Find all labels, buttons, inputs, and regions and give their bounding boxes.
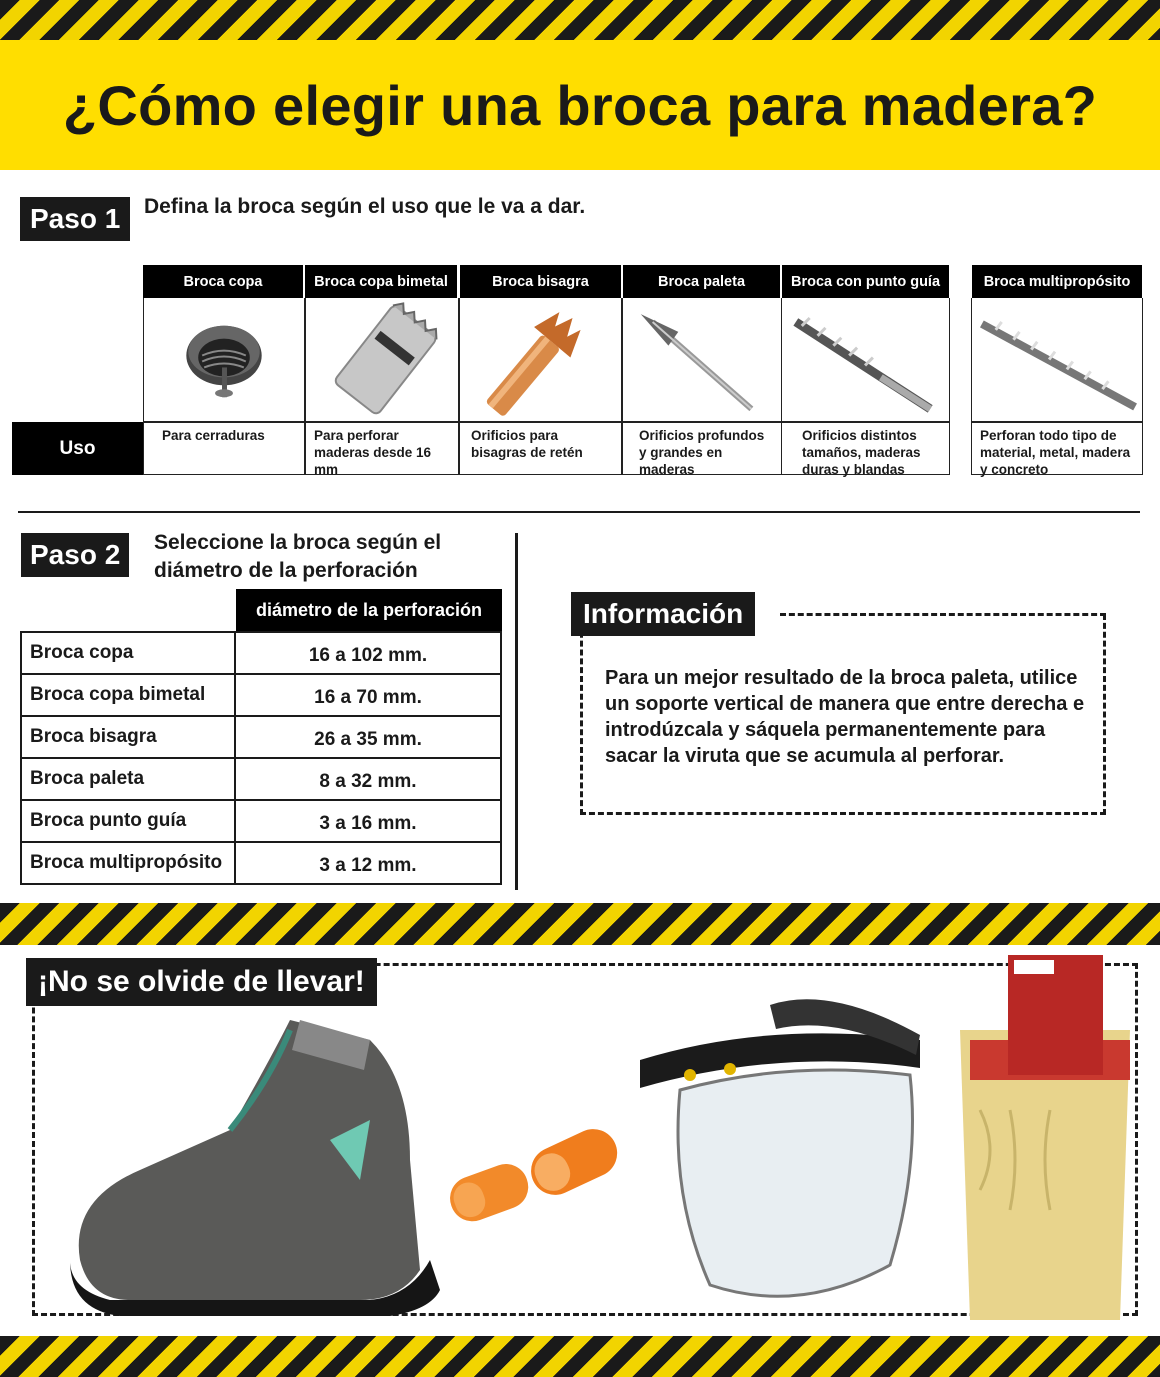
col-header-broca-punto-guia: Broca con punto guía <box>782 265 949 298</box>
row-name: Broca punto guía <box>22 801 236 841</box>
spade-bit-image <box>622 298 782 422</box>
row-value: 3 a 12 mm. <box>319 855 417 876</box>
step2-text-line1: Seleccione la broca según el <box>154 531 442 554</box>
use-broca-copa: Para cerraduras <box>143 422 305 475</box>
step2-badge: Paso 2 <box>21 533 129 577</box>
table-row <box>22 717 500 759</box>
reminder-badge: ¡No se olvide de llevar! <box>26 958 377 1006</box>
step1-badge: Paso 1 <box>20 197 130 241</box>
diameter-table <box>20 631 502 885</box>
hazard-stripe-top <box>0 0 1160 40</box>
table-row <box>22 801 500 843</box>
divider-horizontal <box>18 511 1140 513</box>
col-header-broca-multiproposito: Broca multipropósito <box>972 265 1142 298</box>
hazard-stripe-bottom <box>0 1336 1160 1377</box>
use-broca-punto-guia: Orificios distintos tamaños, maderas duras y blandas <box>781 422 950 475</box>
earplugs-image <box>440 1115 650 1235</box>
use-broca-multiproposito: Perforan todo tipo de material, metal, madera y concreto <box>971 422 1143 475</box>
diameter-column-header: diámetro de la perforación <box>236 589 502 631</box>
step2-text <box>154 529 441 585</box>
col-header-broca-paleta: Broca paleta <box>623 265 780 298</box>
row-name: Broca copa bimetal <box>22 675 236 715</box>
hazard-stripe-middle <box>0 903 1160 945</box>
work-gloves-image <box>940 950 1140 1320</box>
step1-text: Defina la broca según el uso que le va a dar. <box>144 195 586 218</box>
face-shield-image <box>630 985 940 1300</box>
col-header-broca-copa-bimetal: Broca copa bimetal <box>305 265 457 298</box>
safety-boot-image <box>60 1010 450 1316</box>
row-value: 3 a 16 mm. <box>319 813 417 834</box>
bimetal-hole-saw-image <box>305 298 459 422</box>
hinge-bit-image <box>459 298 622 422</box>
brad-point-bit-image <box>781 298 950 422</box>
step2-text-line2: diámetro de la perforación <box>154 559 418 582</box>
hole-saw-image <box>143 298 305 422</box>
multipurpose-bit-image <box>971 298 1143 422</box>
row-value: 8 a 32 mm. <box>319 771 417 792</box>
divider-vertical <box>515 533 518 890</box>
row-value: 16 a 70 mm. <box>314 687 422 708</box>
info-frame-top <box>780 613 1106 616</box>
row-value: 26 a 35 mm. <box>314 729 422 750</box>
row-name: Broca paleta <box>22 759 236 799</box>
info-badge: Información <box>571 592 755 636</box>
page-title: ¿Cómo elegir una broca para madera? <box>62 73 1098 137</box>
row-name: Broca copa <box>22 633 236 673</box>
header-banner <box>0 40 1160 170</box>
use-broca-paleta: Orificios profundos y grandes en maderas <box>622 422 782 475</box>
row-name: Broca multipropósito <box>22 843 236 883</box>
use-broca-bisagra: Orificios para bisagras de retén <box>459 422 622 475</box>
row-value: 16 a 102 mm. <box>308 645 428 666</box>
col-header-broca-copa: Broca copa <box>143 265 303 298</box>
uso-label: Uso <box>12 422 143 475</box>
table-row <box>22 759 500 801</box>
table-row <box>22 675 500 717</box>
table-row <box>22 633 500 675</box>
use-broca-copa-bimetal: Para perforar maderas desde 16 mm <box>305 422 459 475</box>
row-name: Broca bisagra <box>22 717 236 757</box>
col-header-broca-bisagra: Broca bisagra <box>460 265 621 298</box>
table-row <box>22 843 500 883</box>
info-text: Para un mejor resultado de la broca paleta, utilice un soporte vertical de manera que entre derecha e introdúzcala y sáquela permanentemente para sacar la viruta que se acumula al perforar. <box>605 667 1085 767</box>
